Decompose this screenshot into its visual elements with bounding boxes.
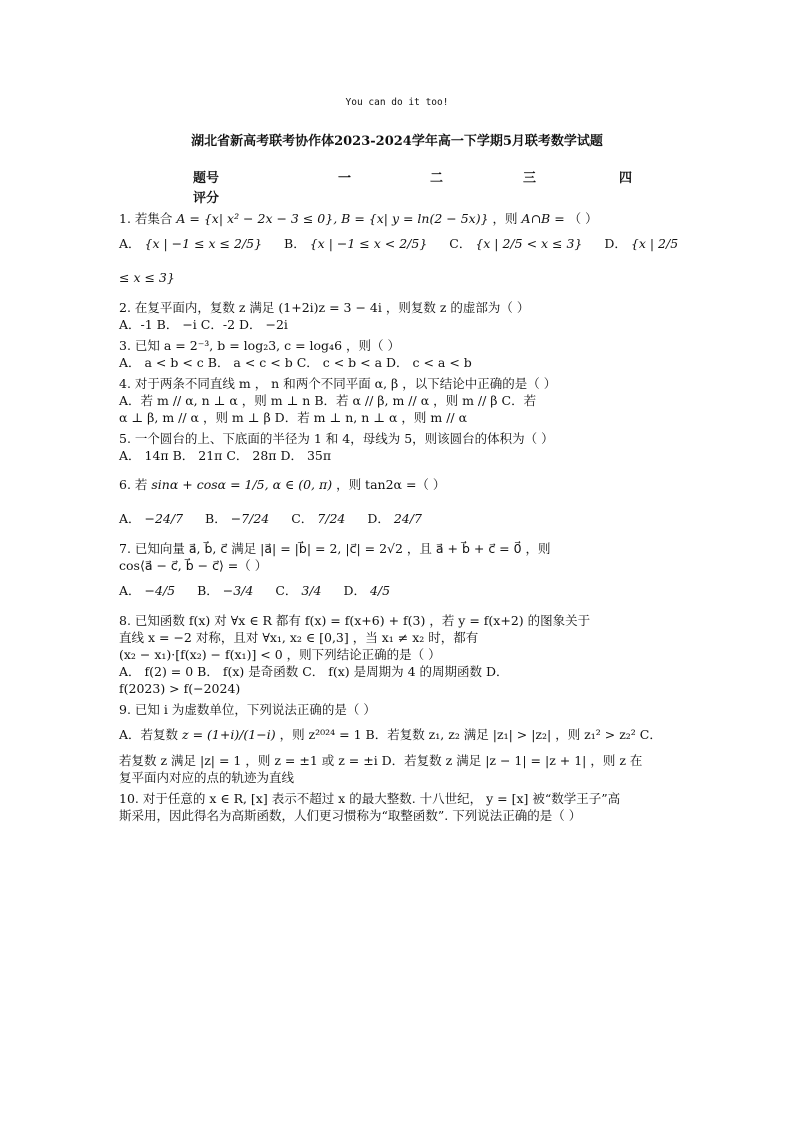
q1-option-d: {x | 2/5 ≤ x ≤ 3} <box>119 236 679 285</box>
question-9 <box>119 701 679 786</box>
score-row-label: 评分 <box>193 191 220 206</box>
question-6 <box>119 468 679 536</box>
q1-stem-b: ，则 <box>492 211 518 226</box>
q9-option-a-post: ，则 z²⁰²⁴ = 1 B．若复数 z₁, z₂ 满足 |z₁| > |z₂| ，则 z₁² > z₂² C． <box>279 727 662 742</box>
q1-sets: A = {x| x² − 2x − 3 ≤ 0}, B = {x| y = ln(2 − 5x)} <box>176 211 489 226</box>
q6-option-a: −24/7 <box>144 511 184 526</box>
q6-option-b: −7/24 <box>230 511 270 526</box>
q3-stem: 3. 已知 a = 2⁻³, b = log₂3, c = log₄6 ，则（ ） <box>119 338 400 353</box>
score-col-1: 一 <box>338 171 352 186</box>
q6-option-c-label: C． <box>291 511 314 526</box>
q9-options-2: 若复数 z 满足 |z| = 1 ，则 z = ±1 或 z = ±i D．若复数 z 满足 |z − 1| = |z + 1| ，则 z 在 <box>119 753 643 768</box>
q2-stem: 2. 在复平面内，复数 z 满足 (1+2i)z = 3 − 4i ，则复数 z 的虚部为（ ） <box>119 300 530 315</box>
q4-options-1: A．若 m // α, n ⊥ α ，则 m ⊥ n B．若 α // β, m // α ，则 m // β C．若 <box>119 393 537 408</box>
score-header-label: 题号 <box>193 171 220 186</box>
q7-option-a: −4/5 <box>144 583 176 598</box>
q8-options-2: f(2023) > f(−2024) <box>119 681 241 696</box>
q7-option-b: −3/4 <box>222 583 254 598</box>
question-7 <box>119 540 679 608</box>
question-2 <box>119 299 679 333</box>
q8-stem-1: 8. 已知函数 f(x) 对 ∀x ∈ R 都有 f(x) = f(x+6) + f(3) ，若 y = f(x+2) 的图象关于 <box>119 613 591 628</box>
q9-option-a-pre: A．若复数 <box>119 727 179 742</box>
q3-options: A． a < b < c B． a < c < b C． c < b < a D． c < a < b <box>119 355 472 370</box>
q8-stem-3: (x₂ − x₁)·[f(x₂) − f(x₁)] < 0 ，则下列结论正确的是（ ） <box>119 647 441 662</box>
question-8 <box>119 612 679 697</box>
q1-option-c-label: C． <box>449 236 472 251</box>
score-col-4: 四 <box>619 171 633 186</box>
q7-option-c-label: C． <box>275 583 298 598</box>
q10-stem-2: 斯采用，因此得名为高斯函数，人们更习惯称为“取整函数”. 下列说法正确的是（ ） <box>119 808 582 823</box>
question-5 <box>119 430 679 464</box>
q1-option-b: {x | −1 ≤ x < 2/5} <box>309 236 428 251</box>
q1-bracket: （ ） <box>568 211 598 226</box>
q10-stem-1: 10. 对于任意的 x ∈ R, [x] 表示不超过 x 的最大整数. 十八世纪， y = [x] 被“数学王子”高 <box>119 791 621 806</box>
q7-option-d: 4/5 <box>369 583 391 598</box>
q4-options-2: α ⊥ β, m // α ，则 m ⊥ β D．若 m ⊥ n, n ⊥ α ，则 m // α <box>119 410 468 425</box>
q7-option-b-label: B． <box>197 583 219 598</box>
q5-options: A． 14π B． 21π C． 28π D． 35π <box>119 448 332 463</box>
question-3 <box>119 337 679 371</box>
question-1 <box>119 210 679 295</box>
q7-option-a-label: A． <box>119 583 141 598</box>
page-title: 湖北省新高考联考协作体2023-2024学年高一下学期5月联考数学试题 <box>191 134 603 149</box>
q6-post: ，则 tan2α =（ ） <box>336 477 446 492</box>
q6-option-a-label: A． <box>119 511 141 526</box>
q6-condition: sinα + cosα = 1/5, α ∈ (0, π) <box>151 477 333 492</box>
q6-option-b-label: B． <box>205 511 227 526</box>
score-col-2: 二 <box>430 171 444 186</box>
q9-option-a-math: z = (1+i)/(1−i) <box>182 727 276 742</box>
q1-option-a-label: A． <box>119 236 141 251</box>
q1-stem: 1. 若集合 <box>119 211 173 226</box>
score-col-3: 三 <box>523 171 537 186</box>
q6-option-d-label: D． <box>367 511 390 526</box>
question-10 <box>119 790 679 824</box>
q9-stem: 9. 已知 i 为虚数单位，下列说法正确的是（ ） <box>119 702 376 717</box>
q8-options-1: A． f(2) = 0 B． f(x) 是奇函数 C． f(x) 是周期为 4 的周期函数 D． <box>119 664 509 679</box>
q1-option-d-label: D． <box>604 236 627 251</box>
question-4 <box>119 375 679 426</box>
q1-option-a: {x | −1 ≤ x ≤ 2/5} <box>144 236 263 251</box>
q2-options: A．-1 B． −i C．-2 D． −2i <box>119 317 288 332</box>
q4-stem: 4. 对于两条不同直线 m ， n 和两个不同平面 α, β ，以下结论中正确的是（ ） <box>119 376 557 391</box>
q5-stem: 5. 一个圆台的上、下底面的半径为 1 和 4，母线为 5，则该圆台的体积为（ ） <box>119 431 554 446</box>
page-header: You can do it too! <box>345 97 449 108</box>
q1-option-b-label: B． <box>284 236 306 251</box>
q8-stem-2: 直线 x = −2 对称，且对 ∀x₁, x₂ ∈ [0,3] ，当 x₁ ≠ x₂ 时，都有 <box>119 630 479 645</box>
q7-stem: 7. 已知向量 a⃗, b⃗, c⃗ 满足 |a⃗| = |b⃗| = 2, |c⃗| = 2√2 ，且 a⃗ + b⃗ + c⃗ = 0⃗ ，则 <box>119 541 551 556</box>
q6-option-c: 7/24 <box>317 511 346 526</box>
q1-option-c: {x | 2/5 < x ≤ 3} <box>475 236 583 251</box>
q7-option-d-label: D． <box>343 583 366 598</box>
q7-expression: cos⟨a⃗ − c⃗, b⃗ − c⃗⟩ =（ ） <box>119 558 268 573</box>
q7-option-c: 3/4 <box>301 583 322 598</box>
q6-option-d: 24/7 <box>393 511 422 526</box>
q6-pre: 6. 若 <box>119 477 148 492</box>
q9-options-3: 复平面内对应的点的轨迹为直线 <box>119 770 295 785</box>
question-list <box>119 210 679 828</box>
q1-intersection: A∩B = <box>521 211 565 226</box>
